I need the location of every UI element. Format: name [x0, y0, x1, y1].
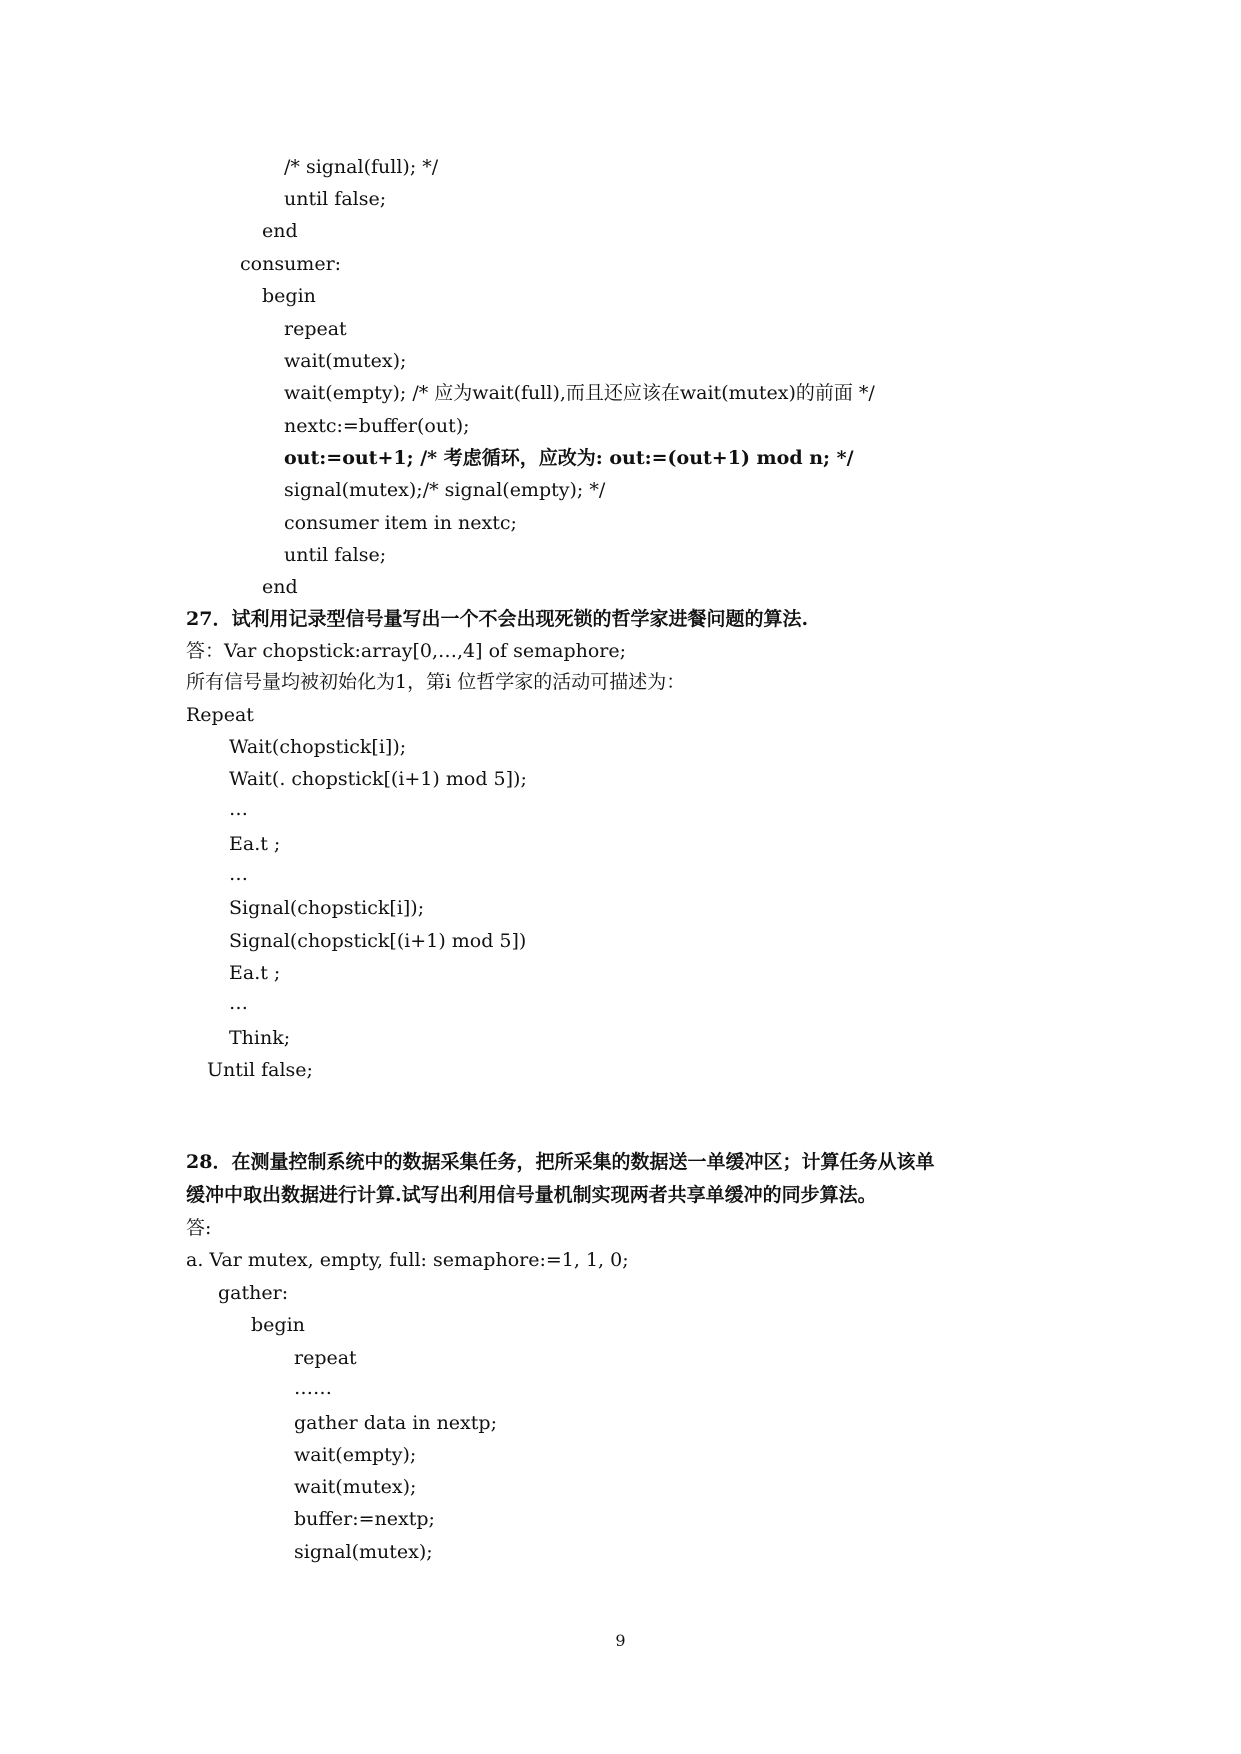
code-line: Ea.t ;	[229, 962, 281, 984]
code-line: until false;	[284, 188, 387, 210]
code-line: nextc:=buffer(out);	[284, 415, 470, 437]
code-line: end	[262, 576, 298, 598]
code-line: ……	[294, 1377, 332, 1399]
code-line: repeat	[294, 1347, 357, 1369]
code-line: Think;	[229, 1027, 291, 1049]
code-line: signal(mutex);/* signal(empty); */	[284, 479, 606, 501]
code-line: …	[229, 863, 248, 885]
code-line: consumer:	[240, 253, 342, 275]
code-line: wait(empty); /* 应为wait(full),而且还应该在wait(mutex)的前面 */	[284, 382, 875, 404]
code-line: consumer item in nextc;	[284, 512, 517, 534]
code-line: a. Var mutex, empty, full: semaphore:=1, 1, 0;	[186, 1249, 629, 1271]
code-line: …	[229, 992, 248, 1014]
code-line: Wait(chopstick[i]);	[229, 736, 407, 758]
answer-28-label: 答:	[186, 1217, 212, 1239]
code-line: end	[262, 220, 298, 242]
code-line: Ea.t ;	[229, 833, 281, 855]
code-line: /* signal(full); */	[284, 156, 439, 178]
question-28-heading-line2: 缓冲中取出数据进行计算.试写出利用信号量机制实现两者共享单缓冲的同步算法。	[186, 1184, 877, 1206]
code-line: Repeat	[186, 704, 254, 726]
code-line: buffer:=nextp;	[294, 1508, 435, 1530]
code-line: gather:	[218, 1282, 289, 1304]
code-line: until false;	[284, 544, 387, 566]
answer-27-description: 所有信号量均被初始化为1，第i 位哲学家的活动可描述为：	[186, 671, 686, 693]
code-line: Signal(chopstick[(i+1) mod 5])	[229, 930, 527, 952]
code-line-emphasized: out:=out+1; /* 考虑循环，应改为: out:=(out+1) mod n; */	[284, 447, 854, 469]
code-line: wait(empty);	[294, 1444, 417, 1466]
code-line: wait(mutex);	[294, 1476, 417, 1498]
code-line: begin	[262, 285, 316, 307]
code-line: repeat	[284, 318, 347, 340]
code-line: Until false;	[207, 1059, 313, 1081]
question-27-heading: 27．试利用记录型信号量写出一个不会出现死锁的哲学家进餐问题的算法.	[186, 608, 809, 630]
question-28-heading-line1: 28．在测量控制系统中的数据采集任务，把所采集的数据送一单缓冲区；计算任务从该单	[186, 1151, 935, 1173]
code-line: signal(mutex);	[294, 1541, 433, 1563]
code-line: Signal(chopstick[i]);	[229, 897, 425, 919]
page-number: 9	[615, 1631, 626, 1650]
code-line: begin	[251, 1314, 305, 1336]
code-line: Wait(. chopstick[(i+1) mod 5]);	[229, 768, 527, 790]
code-line: wait(mutex);	[284, 350, 407, 372]
code-line: …	[229, 798, 248, 820]
answer-27-line: 答：Var chopstick:array[0,…,4] of semaphore;	[186, 640, 627, 662]
code-line: gather data in nextp;	[294, 1412, 497, 1434]
